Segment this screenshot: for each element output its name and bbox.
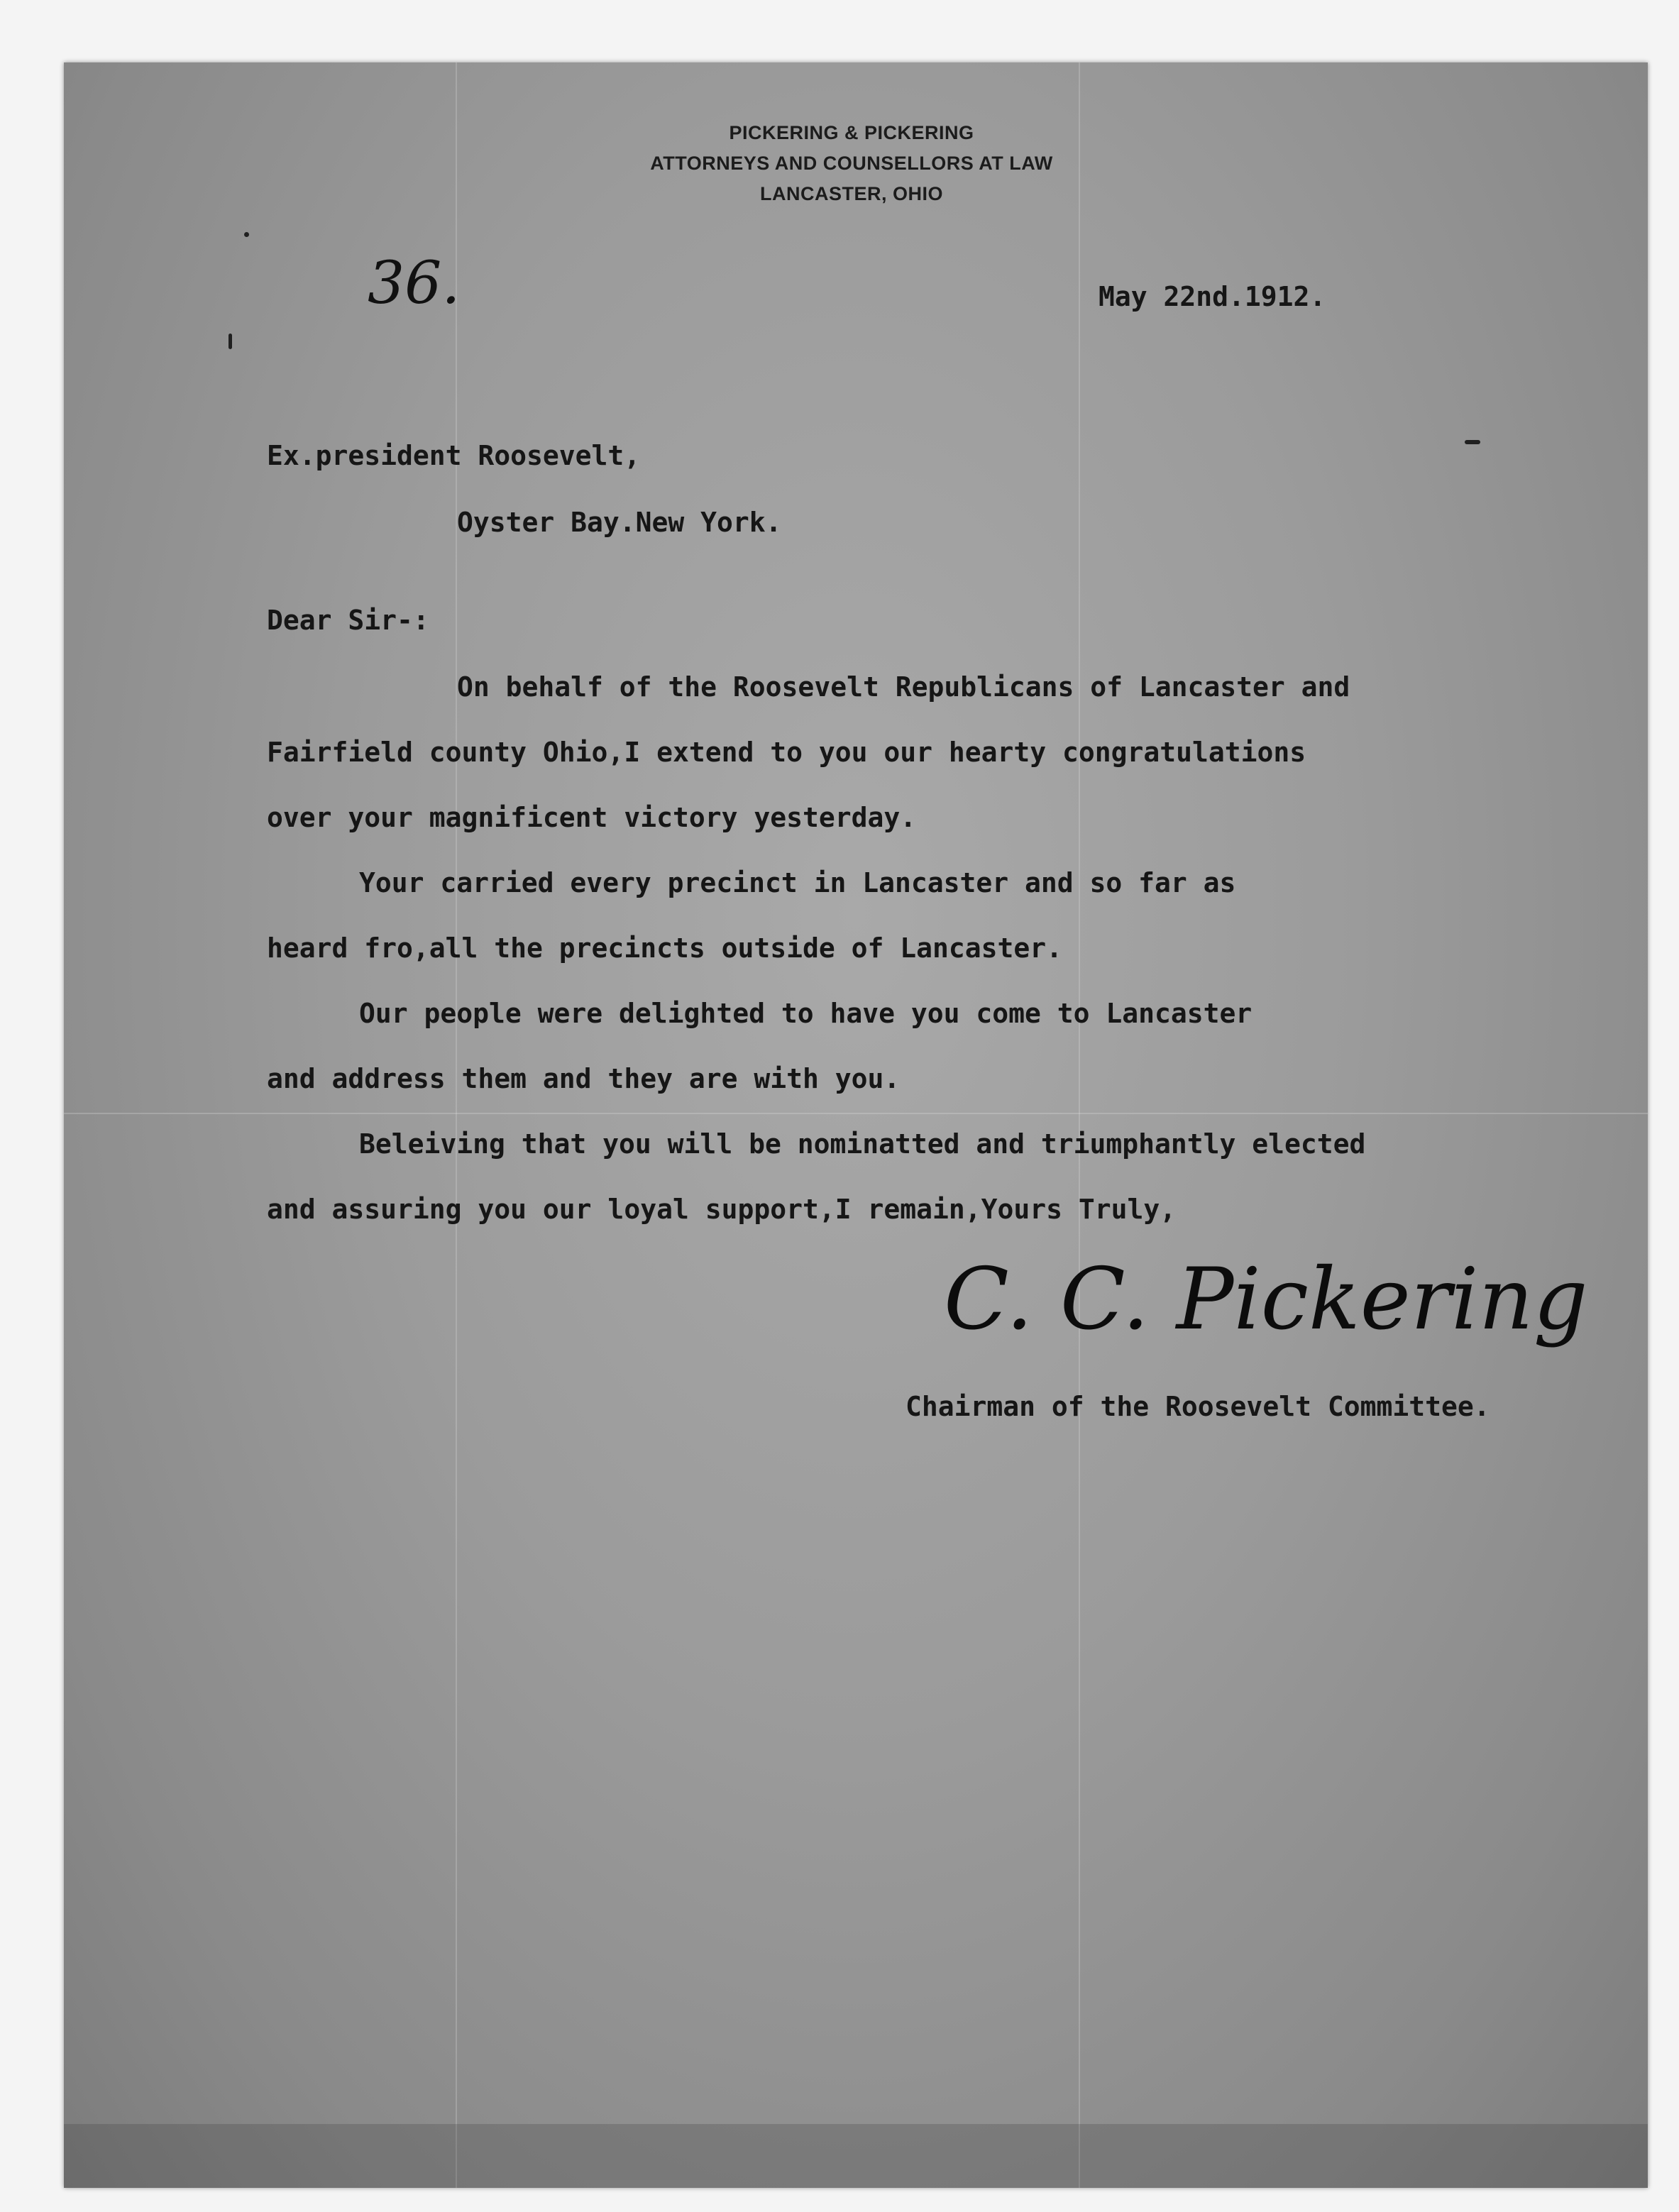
handwritten-signature: C. C. Pickering <box>944 1250 1588 1349</box>
recipient-name: Ex.president Roosevelt, <box>267 440 641 471</box>
handwritten-page-number: 36. <box>368 250 461 317</box>
body-line: Fairfield county Ohio,I extend to you our hearty congratulations <box>267 737 1306 768</box>
salutation: Dear Sir-: <box>267 605 429 636</box>
letter-page <box>64 62 1648 2188</box>
letterhead-location: LANCASTER, OHIO <box>759 183 943 204</box>
body-line: Beleiving that you will be nominatted and triumphantly elected <box>359 1128 1366 1160</box>
letter-date: May 22nd.1912. <box>1099 281 1326 312</box>
ink-speck <box>1465 440 1480 444</box>
fold-crease <box>1079 62 1080 2188</box>
signer-title: Chairman of the Roosevelt Committee. <box>905 1391 1490 1422</box>
letterhead-profession: ATTORNEYS AND COUNSELLORS AT LAW <box>650 153 1053 174</box>
ink-speck <box>244 232 249 237</box>
ink-speck <box>229 334 232 349</box>
body-line: On behalf of the Roosevelt Republicans of Lancaster and <box>457 671 1350 703</box>
body-line: Your carried every precinct in Lancaster and so far as <box>359 867 1236 898</box>
fold-crease <box>64 1113 1648 1114</box>
body-line: and address them and they are with you. <box>267 1063 901 1094</box>
letterhead-firm: PICKERING & PICKERING <box>729 122 974 143</box>
body-line: and assuring you our loyal support,I remain,Yours Truly, <box>267 1194 1177 1225</box>
body-line: heard fro,all the precincts outside of Lancaster. <box>267 932 1063 964</box>
recipient-address: Oyster Bay.New York. <box>457 507 782 538</box>
page-shadow <box>64 2124 1648 2188</box>
fold-crease <box>456 62 457 2188</box>
body-line: over your magnificent victory yesterday. <box>267 802 917 833</box>
body-line: Our people were delighted to have you come to Lancaster <box>359 998 1253 1029</box>
